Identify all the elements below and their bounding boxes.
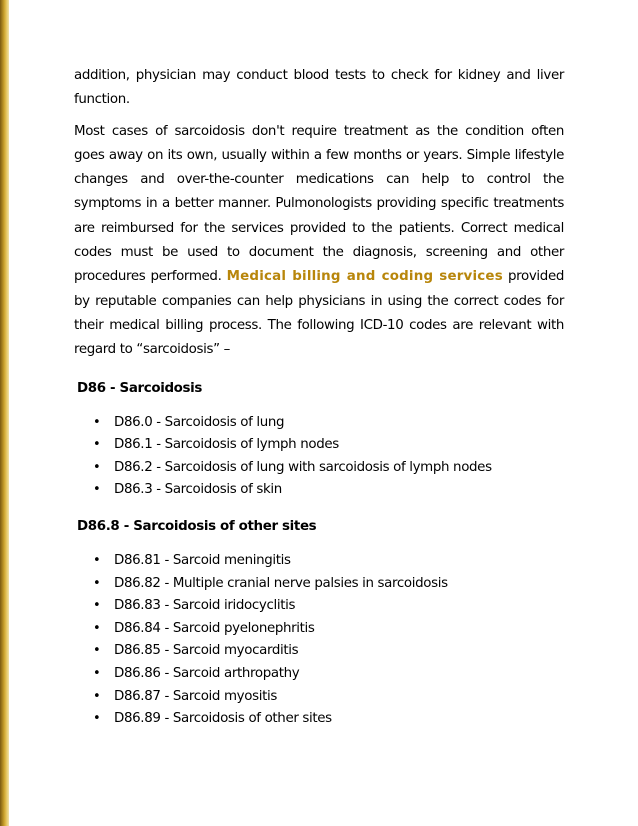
bullet-icon: • — [93, 575, 101, 591]
bullet-icon: • — [93, 437, 101, 453]
section-heading-d86: D86 - Sarcoidosis — [77, 380, 203, 396]
bullet-icon: • — [93, 665, 101, 681]
list-item: • D86.3 - Sarcoidosis of skin — [74, 479, 564, 502]
list-item: • D86.82 - Multiple cranial nerve palsies in sarcoidosis — [74, 573, 564, 596]
bullet-icon: • — [93, 414, 101, 430]
list-item: • D86.84 - Sarcoid pyelonephritis — [74, 618, 564, 641]
list-item: • D86.0 - Sarcoidosis of lung — [74, 412, 564, 435]
list-item: • D86.89 - Sarcoidosis of other sites — [74, 708, 564, 731]
list-item: • D86.81 - Sarcoid meningitis — [74, 550, 564, 573]
list-item: • D86.86 - Sarcoid arthropathy — [74, 663, 564, 686]
medical-billing-link[interactable]: Medical billing and coding services — [226, 269, 503, 285]
code-list-d86-8 — [74, 550, 564, 731]
bullet-icon: • — [93, 598, 101, 614]
bullet-icon: • — [93, 552, 101, 568]
code-list-d86 — [74, 412, 564, 502]
bullet-icon: • — [93, 482, 101, 498]
list-item: • D86.2 - Sarcoidosis of lung with sarcoidosis of lymph nodes — [74, 457, 564, 480]
paragraph-treatment — [74, 120, 564, 363]
gold-side-bar — [0, 0, 9, 826]
document-body — [74, 64, 564, 731]
bullet-icon: • — [93, 711, 101, 727]
paragraph-treatment-text: Most cases of sarcoidosis don't require treatment as the condition often goes away on its own, usually within a few months or years. Simple lifestyle changes and over-the-counter medications can help to control the symptoms in a better manner. Pulmonologists providing specific treatments are reimbursed for the services provided to the patients. Correct medical codes must be used to document the diagnosis, screening and other procedures performed. — [74, 123, 564, 285]
section-heading-d86-8: D86.8 - Sarcoidosis of other sites — [77, 518, 317, 534]
list-item: • D86.87 - Sarcoid myositis — [74, 686, 564, 709]
bullet-icon: • — [93, 643, 101, 659]
bullet-icon: • — [93, 620, 101, 636]
paragraph-treatment-text-after: provided by reputable companies can help physicians in using the correct codes for their medical billing process. The following ICD-10 codes are relevant with regard to “sarcoidosis” – — [74, 269, 564, 358]
list-item: • D86.83 - Sarcoid iridocyclitis — [74, 595, 564, 618]
list-item: • D86.85 - Sarcoid myocarditis — [74, 640, 564, 663]
bullet-icon: • — [93, 459, 101, 475]
bullet-icon: • — [93, 688, 101, 704]
paragraph-intro-continuation: addition, physician may conduct blood tests to check for kidney and liver function. — [74, 68, 564, 108]
list-item: • D86.1 - Sarcoidosis of lymph nodes — [74, 434, 564, 457]
